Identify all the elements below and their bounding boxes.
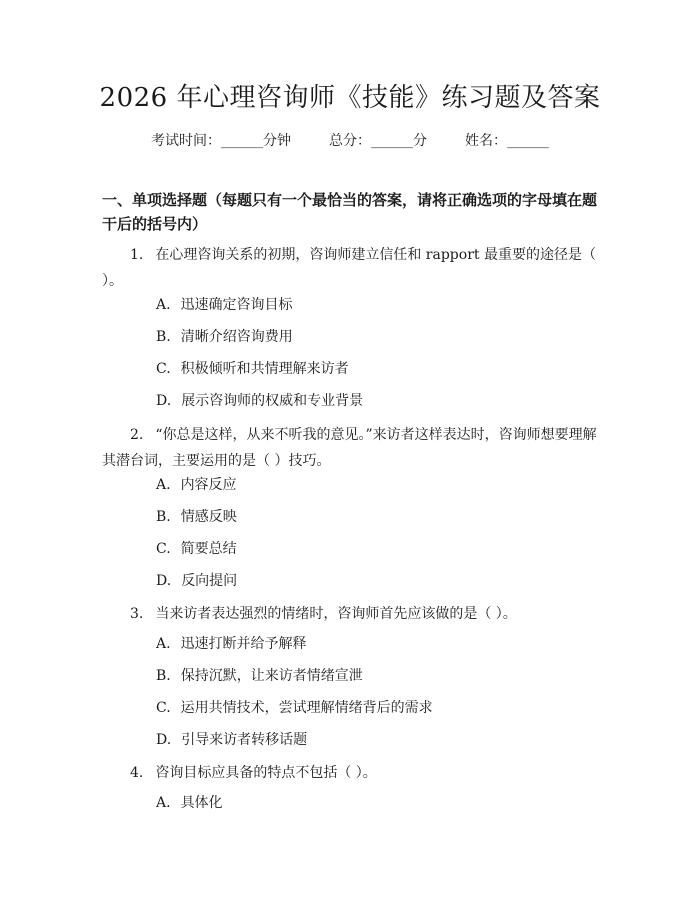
question-stem: 当来访者表达强烈的情绪时，咨询师首先应该做的是（ ）。 (155, 606, 517, 622)
section-heading: 一、单项选择题（每题只有一个最恰当的答案，请将正确选项的字母填在题干后的括号内） (102, 191, 598, 233)
option-2a (156, 474, 596, 496)
name-field: 姓名：______ (465, 133, 549, 149)
question-number: 4. (130, 765, 144, 781)
option-letter: A. (156, 297, 171, 313)
option-letter: B. (156, 329, 171, 345)
option-2d (156, 570, 596, 592)
option-1c (156, 358, 596, 380)
option-text: 反向提问 (181, 573, 238, 589)
option-3b (156, 665, 596, 687)
total-score-field: 总分：______分 (329, 133, 427, 149)
option-4a (156, 792, 596, 814)
option-1d (156, 390, 596, 412)
option-text: 积极倾听和共情理解来访者 (180, 361, 349, 377)
option-text: 迅速打断并给予解释 (180, 636, 307, 652)
option-text: 清晰介绍咨询费用 (180, 329, 293, 345)
option-2b (156, 506, 596, 528)
option-1a (156, 294, 596, 316)
exam-meta (0, 130, 700, 152)
option-3d (156, 729, 596, 751)
question-stem: “你总是这样，从来不听我的意见。”来访者这样表达时，咨询师想要理解其潜台词，主要运用的是（ ）技巧。 (102, 427, 597, 469)
question-2 (102, 422, 602, 474)
option-text: 展示咨询师的权威和专业背景 (181, 393, 364, 409)
option-text: 具体化 (180, 795, 223, 811)
option-letter: A. (156, 795, 171, 811)
option-3c (156, 697, 596, 719)
option-text: 情感反映 (180, 509, 237, 525)
option-2c (156, 538, 596, 560)
option-text: 简要总结 (180, 541, 237, 557)
question-4 (102, 760, 602, 786)
option-letter: C. (156, 541, 171, 557)
question-1 (102, 242, 602, 294)
option-text: 保持沉默，让来访者情绪宣泄 (180, 668, 363, 684)
option-letter: D. (156, 393, 172, 409)
option-1b (156, 326, 596, 348)
option-letter: D. (156, 573, 172, 589)
exam-time-field: 考试时间：______分钟 (151, 133, 291, 149)
option-3a (156, 633, 596, 655)
option-letter: C. (156, 361, 171, 377)
option-letter: A. (156, 477, 171, 493)
option-letter: C. (156, 700, 171, 716)
question-number: 3. (130, 606, 144, 622)
option-text: 内容反应 (180, 477, 237, 493)
option-letter: B. (156, 668, 171, 684)
option-text: 引导来访者转移话题 (181, 732, 308, 748)
question-3 (102, 601, 602, 627)
option-text: 迅速确定咨询目标 (180, 297, 293, 313)
question-stem: 在心理咨询关系的初期，咨询师建立信任和 rapport 最重要的途径是（ ）。 (102, 247, 596, 289)
question-stem: 咨询目标应具备的特点不包括（ ）。 (155, 765, 377, 781)
question-number: 2. (130, 427, 144, 443)
option-letter: A. (156, 636, 171, 652)
question-number: 1. (130, 247, 144, 263)
option-letter: D. (156, 732, 172, 748)
option-text: 运用共情技术，尝试理解情绪背后的需求 (180, 700, 433, 716)
document-title: 2026 年心理咨询师《技能》练习题及答案 (99, 83, 601, 113)
option-letter: B. (156, 509, 171, 525)
